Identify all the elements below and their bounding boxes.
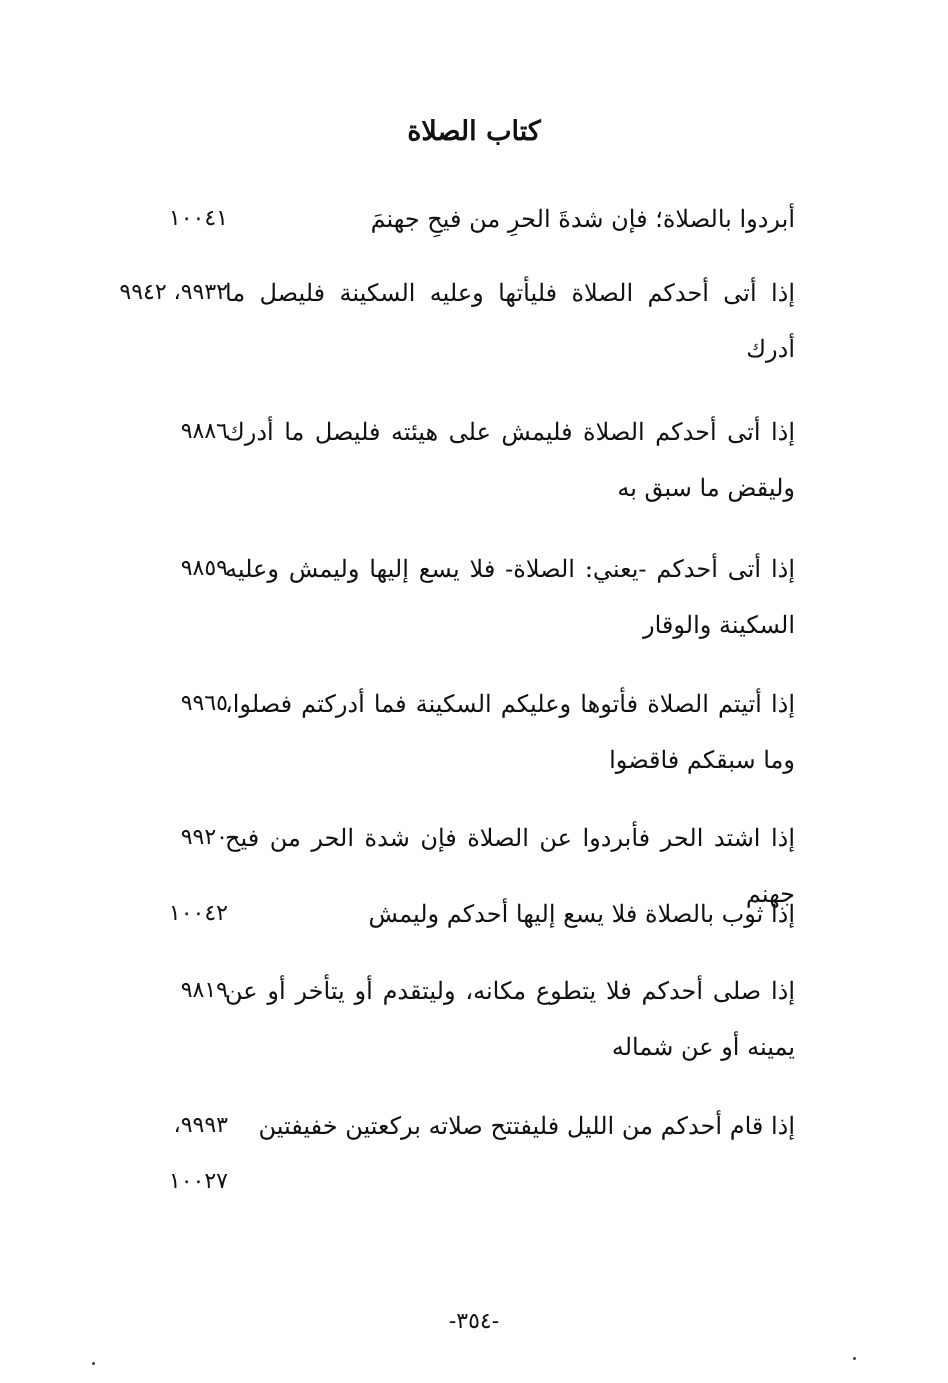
- hadith-text: أبردوا بالصلاة؛ فإن شدةَ الحرِ من فيحِ جهنمَ: [370, 205, 795, 233]
- scan-speck: [92, 1362, 95, 1365]
- hadith-text: إذا صلى أحدكم فلا يتطوع مكانه، وليتقدم أو يتأخر أو عن يمينه أو عن شماله: [225, 977, 795, 1061]
- hadith-entry: [110, 541, 795, 671]
- hadith-entry: [110, 963, 795, 1093]
- scan-speck: [853, 1357, 856, 1360]
- hadith-reference: ٩٨٥٩: [180, 556, 228, 581]
- hadith-text: إذا ثوب بالصلاة فلا يسع إليها أحدكم وليمش: [368, 900, 795, 928]
- hadith-reference: ١٠٠٤٢: [168, 901, 228, 926]
- hadith-reference: ٩٩٣٢، ٩٩٤٢: [119, 280, 228, 305]
- page-title: كتاب الصلاة: [407, 116, 541, 147]
- hadith-text: إذا أتى أحدكم الصلاة فليمش على هيئته فليصل ما أدرك وليقض ما سبق به: [225, 418, 795, 502]
- hadith-reference: ٩٩٢٠: [180, 825, 228, 850]
- hadith-entry: [110, 404, 795, 534]
- page-number: -٣٥٤-: [448, 1309, 500, 1334]
- hadith-reference: ٩٨١٩: [180, 978, 228, 1003]
- hadith-text: إذا أتى أحدكم -يعني: الصلاة- فلا يسع إليها وليمش وعليه السكينة والوقار: [225, 555, 795, 639]
- hadith-reference: ٩٩٦٥: [180, 691, 228, 716]
- hadith-entry: [110, 676, 795, 806]
- hadith-entry: [110, 265, 795, 395]
- hadith-reference: ١٠٠٤١: [168, 206, 228, 231]
- hadith-text: إذا اشتد الحر فأبردوا عن الصلاة فإن شدة الحر من فيح جهنم: [225, 824, 795, 908]
- hadith-reference: ٩٨٨٦: [180, 419, 228, 444]
- hadith-text: إذا أتيتم الصلاة فأتوها وعليكم السكينة فما أدركتم فصلوا، وما سبقكم فاقضوا: [225, 690, 795, 774]
- hadith-reference: ٩٩٩٣، ١٠٠٢٧: [168, 1113, 228, 1194]
- hadith-text: إذا قام أحدكم من الليل فليفتتح صلاته بركعتين خفيفتين: [258, 1112, 795, 1140]
- hadith-entry: [110, 1098, 795, 1228]
- hadith-text: إذا أتى أحدكم الصلاة فليأتها وعليه السكينة فليصل ما أدرك: [225, 279, 795, 363]
